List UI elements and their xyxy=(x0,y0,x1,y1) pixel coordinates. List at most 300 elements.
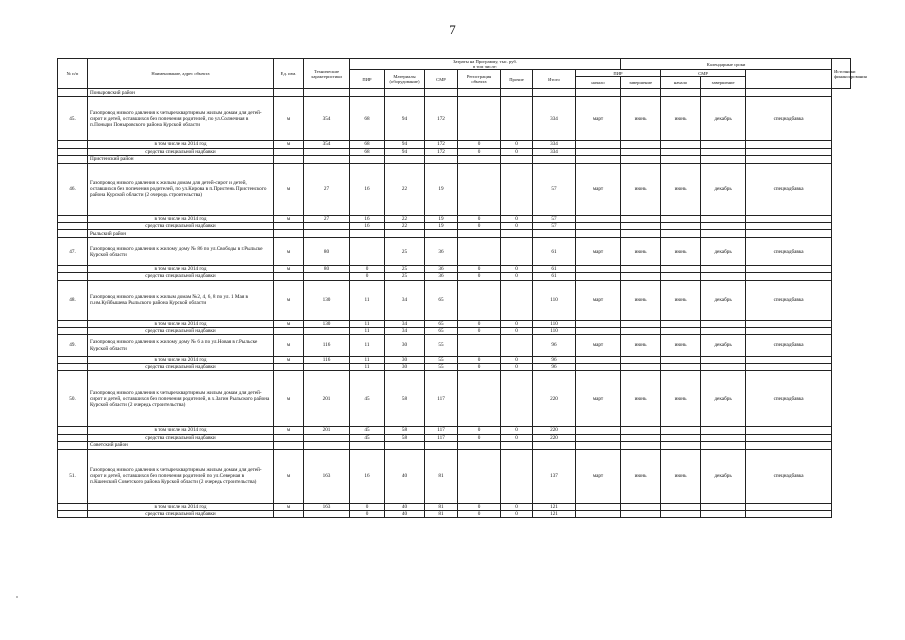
subtotal-empty-cell xyxy=(701,357,746,364)
unit-cell: м xyxy=(274,335,304,357)
subtotal-row xyxy=(58,320,851,327)
smr-start-cell: июнь xyxy=(661,280,701,320)
object-name: Газопровод низкого давления к четырехквартирным жилым домам для детей-сирот и детей, оставшихся без попечения родителей, по ул.Солнечная в п.Поныри Поныровского района Курской области xyxy=(88,97,274,141)
row-number: 45. xyxy=(58,97,88,141)
other-cell xyxy=(501,238,533,266)
subtotal-tech xyxy=(304,327,350,334)
subtotal-smr: 117 xyxy=(425,427,458,434)
subtotal-empty-cell xyxy=(576,141,621,148)
header-pir-start: начало xyxy=(576,77,621,89)
pir-start-cell: март xyxy=(576,280,621,320)
subtotal-other: 0 xyxy=(501,148,533,155)
region-empty-cell xyxy=(304,441,350,449)
subtotal-empty-cell xyxy=(621,141,661,148)
subtotal-num-cell xyxy=(58,511,88,518)
region-row xyxy=(58,89,851,97)
subtotal-other: 0 xyxy=(501,503,533,510)
subtotal-label: средства специальной надбавки xyxy=(88,327,274,334)
smr-end-cell: декабрь xyxy=(701,280,746,320)
total-cell: 96 xyxy=(533,335,576,357)
subtotal-tech: 80 xyxy=(304,266,350,273)
subtotal-num-cell xyxy=(58,141,88,148)
funding-cell: спецнадбавка xyxy=(746,280,832,320)
smr-start-cell: июнь xyxy=(661,449,701,503)
region-empty-cell xyxy=(701,441,746,449)
subtotal-registration: 0 xyxy=(458,215,501,222)
table-row xyxy=(58,449,851,503)
subtotal-empty-cell xyxy=(661,215,701,222)
subtotal-materials: 40 xyxy=(385,503,425,510)
pir-start-cell: март xyxy=(576,335,621,357)
funding-cell: спецнадбавка xyxy=(746,449,832,503)
subtotal-tech: 201 xyxy=(304,427,350,434)
subtotal-empty-cell xyxy=(661,266,701,273)
subtotal-label: в том числе на 2014 год xyxy=(88,215,274,222)
subtotal-materials: 22 xyxy=(385,215,425,222)
region-empty-cell xyxy=(501,230,533,238)
region-empty-cell xyxy=(501,441,533,449)
subtotal-empty-cell xyxy=(746,427,832,434)
pir-start-cell: март xyxy=(576,97,621,141)
subtotal-pir: 45 xyxy=(350,427,385,434)
subtotal-row xyxy=(58,215,851,222)
subtotal-unit: м xyxy=(274,427,304,434)
registration-cell xyxy=(458,97,501,141)
subtotal-unit xyxy=(274,223,304,230)
table-body xyxy=(58,89,851,518)
total-cell: 220 xyxy=(533,371,576,427)
row-number: 51. xyxy=(58,449,88,503)
subtotal-num-cell xyxy=(58,327,88,334)
region-empty-cell xyxy=(304,89,350,97)
region-empty-cell xyxy=(621,155,661,163)
region-empty-cell xyxy=(746,155,832,163)
subtotal-empty-cell xyxy=(621,266,661,273)
region-empty-cell xyxy=(425,89,458,97)
subtotal-pir: 0 xyxy=(350,503,385,510)
subtotal-empty-cell xyxy=(576,503,621,510)
smr-cell: 65 xyxy=(425,280,458,320)
subtotal-total: 334 xyxy=(533,148,576,155)
smr-cell: 172 xyxy=(425,97,458,141)
subtotal-label: в том числе на 2014 год xyxy=(88,427,274,434)
subtotal-tech: 130 xyxy=(304,320,350,327)
smr-start-cell: июнь xyxy=(661,238,701,266)
subtotal-unit xyxy=(274,364,304,371)
subtotal-other: 0 xyxy=(501,511,533,518)
subtotal-total: 57 xyxy=(533,215,576,222)
subtotal-empty-cell xyxy=(701,434,746,441)
subtotal-smr: 81 xyxy=(425,503,458,510)
registration-cell xyxy=(458,238,501,266)
region-empty-cell xyxy=(746,441,832,449)
pir-cell: 11 xyxy=(350,335,385,357)
subtotal-empty-cell xyxy=(621,273,661,280)
subtotal-smr: 36 xyxy=(425,266,458,273)
unit-cell: м xyxy=(274,163,304,215)
region-row xyxy=(58,441,851,449)
subtotal-empty-cell xyxy=(621,215,661,222)
subtotal-tech: 354 xyxy=(304,141,350,148)
subtotal-tech xyxy=(304,364,350,371)
table-row xyxy=(58,97,851,141)
header-pir: ПИР xyxy=(350,70,385,89)
smr-start-cell: июнь xyxy=(661,163,701,215)
subtotal-smr: 65 xyxy=(425,320,458,327)
row-number: 46. xyxy=(58,163,88,215)
subtotal-num-cell xyxy=(58,364,88,371)
header-registration: Регистрация объекта xyxy=(458,70,501,89)
header-pir-end: завершение xyxy=(621,77,661,89)
subtotal-unit: м xyxy=(274,266,304,273)
region-num-cell xyxy=(58,230,88,238)
subtotal-empty-cell xyxy=(701,503,746,510)
subtotal-label: средства специальной надбавки xyxy=(88,223,274,230)
smr-start-cell: июнь xyxy=(661,97,701,141)
region-empty-cell xyxy=(621,441,661,449)
subtotal-empty-cell xyxy=(701,266,746,273)
region-empty-cell xyxy=(746,89,832,97)
unit-cell: м xyxy=(274,238,304,266)
smr-cell: 19 xyxy=(425,163,458,215)
subtotal-empty-cell xyxy=(661,434,701,441)
subtotal-empty-cell xyxy=(746,141,832,148)
subtotal-smr: 19 xyxy=(425,223,458,230)
region-empty-cell xyxy=(458,441,501,449)
subtotal-unit xyxy=(274,273,304,280)
region-empty-cell xyxy=(425,441,458,449)
pir-start-cell: март xyxy=(576,238,621,266)
subtotal-num-cell xyxy=(58,223,88,230)
header-cal-pir: ПИР xyxy=(576,70,661,77)
materials-cell: 25 xyxy=(385,238,425,266)
subtotal-row xyxy=(58,364,851,371)
subtotal-empty-cell xyxy=(701,141,746,148)
tech-cell: 116 xyxy=(304,335,350,357)
subtotal-pir: 11 xyxy=(350,327,385,334)
subtotal-registration: 0 xyxy=(458,327,501,334)
pir-cell: 68 xyxy=(350,97,385,141)
region-empty-cell xyxy=(533,155,576,163)
table-row xyxy=(58,371,851,427)
subtotal-empty-cell xyxy=(746,434,832,441)
subtotal-materials: 25 xyxy=(385,266,425,273)
subtotal-materials: 94 xyxy=(385,141,425,148)
smr-start-cell: июнь xyxy=(661,335,701,357)
subtotal-registration: 0 xyxy=(458,141,501,148)
row-number: 47. xyxy=(58,238,88,266)
subtotal-empty-cell xyxy=(661,511,701,518)
region-empty-cell xyxy=(304,230,350,238)
subtotal-label: средства специальной надбавки xyxy=(88,364,274,371)
subtotal-label: в том числе на 2014 год xyxy=(88,357,274,364)
subtotal-other: 0 xyxy=(501,266,533,273)
subtotal-tech xyxy=(304,434,350,441)
region-empty-cell xyxy=(458,230,501,238)
subtotal-label: средства специальной надбавки xyxy=(88,148,274,155)
subtotal-empty-cell xyxy=(621,364,661,371)
subtotal-tech xyxy=(304,223,350,230)
subtotal-pir: 11 xyxy=(350,320,385,327)
subtotal-materials: 30 xyxy=(385,364,425,371)
subtotal-smr: 65 xyxy=(425,327,458,334)
subtotal-pir: 68 xyxy=(350,141,385,148)
subtotal-pir: 68 xyxy=(350,148,385,155)
header-funding: Источники финансирования xyxy=(832,59,851,89)
region-empty-cell xyxy=(274,441,304,449)
region-empty-cell xyxy=(576,441,621,449)
subtotal-empty-cell xyxy=(661,141,701,148)
subtotal-empty-cell xyxy=(661,320,701,327)
subtotal-other: 0 xyxy=(501,141,533,148)
subtotal-total: 61 xyxy=(533,273,576,280)
subtotal-row xyxy=(58,141,851,148)
registration-cell xyxy=(458,449,501,503)
subtotal-tech xyxy=(304,148,350,155)
smr-cell: 81 xyxy=(425,449,458,503)
total-cell: 110 xyxy=(533,280,576,320)
pir-start-cell: март xyxy=(576,163,621,215)
region-empty-cell xyxy=(350,89,385,97)
subtotal-registration: 0 xyxy=(458,503,501,510)
table-row xyxy=(58,280,851,320)
subtotal-num-cell xyxy=(58,427,88,434)
subtotal-pir: 0 xyxy=(350,511,385,518)
subtotal-tech xyxy=(304,273,350,280)
subtotal-empty-cell xyxy=(746,266,832,273)
program-table xyxy=(57,58,867,518)
subtotal-total: 110 xyxy=(533,320,576,327)
subtotal-unit: м xyxy=(274,215,304,222)
region-num-cell xyxy=(58,441,88,449)
header-tech: Технические характеристики xyxy=(304,59,350,89)
pir-end-cell: июнь xyxy=(621,280,661,320)
subtotal-num-cell xyxy=(58,503,88,510)
subtotal-registration: 0 xyxy=(458,266,501,273)
subtotal-smr: 117 xyxy=(425,434,458,441)
subtotal-other: 0 xyxy=(501,427,533,434)
subtotal-empty-cell xyxy=(576,357,621,364)
table-header xyxy=(58,59,867,89)
subtotal-smr: 55 xyxy=(425,357,458,364)
subtotal-row xyxy=(58,357,851,364)
pir-cell: 45 xyxy=(350,371,385,427)
subtotal-num-cell xyxy=(58,273,88,280)
subtotal-empty-cell xyxy=(746,215,832,222)
object-name: Газопровод низкого давления к четырехквартирным жилым домам для детей-сирот и детей, оставшихся без попечения родителей по ул.Северная в п.Кшенский Советского района Курской области (2 очередь строительства) xyxy=(88,449,274,503)
region-empty-cell xyxy=(425,155,458,163)
header-smr-start: начало xyxy=(661,77,701,89)
region-empty-cell xyxy=(661,441,701,449)
other-cell xyxy=(501,163,533,215)
region-title: Пристенский район xyxy=(88,155,274,163)
subtotal-pir: 0 xyxy=(350,273,385,280)
subtotal-tech: 116 xyxy=(304,357,350,364)
subtotal-empty-cell xyxy=(621,327,661,334)
region-empty-cell xyxy=(458,155,501,163)
total-cell: 334 xyxy=(533,97,576,141)
subtotal-unit: м xyxy=(274,320,304,327)
subtotal-total: 121 xyxy=(533,503,576,510)
subtotal-other: 0 xyxy=(501,357,533,364)
subtotal-empty-cell xyxy=(746,511,832,518)
unit-cell: м xyxy=(274,97,304,141)
region-empty-cell xyxy=(425,230,458,238)
subtotal-total: 334 xyxy=(533,141,576,148)
registration-cell xyxy=(458,163,501,215)
other-cell xyxy=(501,280,533,320)
header-smr-end: завершение xyxy=(701,77,746,89)
subtotal-empty-cell xyxy=(746,320,832,327)
subtotal-row xyxy=(58,327,851,334)
subtotal-materials: 94 xyxy=(385,148,425,155)
subtotal-empty-cell xyxy=(621,434,661,441)
subtotal-empty-cell xyxy=(746,148,832,155)
subtotal-empty-cell xyxy=(661,503,701,510)
subtotal-empty-cell xyxy=(661,364,701,371)
region-empty-cell xyxy=(621,230,661,238)
subtotal-label: в том числе на 2014 год xyxy=(88,266,274,273)
total-cell: 61 xyxy=(533,238,576,266)
subtotal-empty-cell xyxy=(746,273,832,280)
subtotal-total: 110 xyxy=(533,327,576,334)
region-empty-cell xyxy=(274,89,304,97)
pir-end-cell: июнь xyxy=(621,335,661,357)
subtotal-num-cell xyxy=(58,434,88,441)
materials-cell: 58 xyxy=(385,371,425,427)
scan-speck xyxy=(16,596,18,598)
subtotal-materials: 40 xyxy=(385,511,425,518)
subtotal-pir: 0 xyxy=(350,266,385,273)
subtotal-unit: м xyxy=(274,141,304,148)
subtotal-tech xyxy=(304,511,350,518)
pir-start-cell: март xyxy=(576,371,621,427)
subtotal-empty-cell xyxy=(576,327,621,334)
subtotal-other: 0 xyxy=(501,223,533,230)
subtotal-empty-cell xyxy=(576,511,621,518)
subtotal-materials: 34 xyxy=(385,320,425,327)
materials-cell: 22 xyxy=(385,163,425,215)
materials-cell: 34 xyxy=(385,280,425,320)
region-empty-cell xyxy=(621,89,661,97)
region-empty-cell xyxy=(304,155,350,163)
registration-cell xyxy=(458,280,501,320)
region-empty-cell xyxy=(274,230,304,238)
header-materials: Материалы (оборудование) xyxy=(385,70,425,89)
object-name: Газопровод низкого давления к жилому дому № 6 а по ул.Новая в г.Рыльске Курской области xyxy=(88,335,274,357)
region-empty-cell xyxy=(576,89,621,97)
other-cell xyxy=(501,335,533,357)
subtotal-other: 0 xyxy=(501,320,533,327)
region-num-cell xyxy=(58,155,88,163)
subtotal-total: 220 xyxy=(533,434,576,441)
funding-cell: спецнадбавка xyxy=(746,371,832,427)
header-total: Итого xyxy=(533,70,576,89)
registration-cell xyxy=(458,335,501,357)
subtotal-materials: 30 xyxy=(385,357,425,364)
subtotal-unit xyxy=(274,327,304,334)
smr-end-cell: декабрь xyxy=(701,163,746,215)
smr-cell: 55 xyxy=(425,335,458,357)
subtotal-tech: 27 xyxy=(304,215,350,222)
smr-start-cell: июнь xyxy=(661,371,701,427)
subtotal-row xyxy=(58,223,851,230)
pir-end-cell: июнь xyxy=(621,97,661,141)
subtotal-empty-cell xyxy=(621,320,661,327)
subtotal-num-cell xyxy=(58,266,88,273)
region-empty-cell xyxy=(533,230,576,238)
subtotal-total: 57 xyxy=(533,223,576,230)
subtotal-pir: 11 xyxy=(350,364,385,371)
pir-start-cell: март xyxy=(576,449,621,503)
region-title: Рыльский район xyxy=(88,230,274,238)
subtotal-empty-cell xyxy=(701,223,746,230)
subtotal-total: 121 xyxy=(533,511,576,518)
total-cell: 57 xyxy=(533,163,576,215)
smr-end-cell: декабрь xyxy=(701,238,746,266)
subtotal-empty-cell xyxy=(576,427,621,434)
region-empty-cell xyxy=(661,89,701,97)
subtotal-empty-cell xyxy=(576,320,621,327)
pir-end-cell: июнь xyxy=(621,371,661,427)
subtotal-empty-cell xyxy=(661,327,701,334)
subtotal-materials: 58 xyxy=(385,434,425,441)
subtotal-row xyxy=(58,511,851,518)
region-empty-cell xyxy=(533,89,576,97)
subtotal-num-cell xyxy=(58,357,88,364)
subtotal-num-cell xyxy=(58,148,88,155)
materials-cell: 30 xyxy=(385,335,425,357)
subtotal-other: 0 xyxy=(501,327,533,334)
subtotal-empty-cell xyxy=(746,223,832,230)
subtotal-empty-cell xyxy=(701,427,746,434)
subtotal-total: 61 xyxy=(533,266,576,273)
unit-cell: м xyxy=(274,371,304,427)
subtotal-label: средства специальной надбавки xyxy=(88,434,274,441)
subtotal-empty-cell xyxy=(621,427,661,434)
subtotal-row xyxy=(58,427,851,434)
region-empty-cell xyxy=(501,155,533,163)
subtotal-label: средства специальной надбавки xyxy=(88,273,274,280)
subtotal-registration: 0 xyxy=(458,357,501,364)
subtotal-smr: 36 xyxy=(425,273,458,280)
subtotal-total: 220 xyxy=(533,427,576,434)
region-empty-cell xyxy=(274,155,304,163)
header-smr: СМР xyxy=(425,70,458,89)
subtotal-empty-cell xyxy=(661,273,701,280)
header-cost-group xyxy=(350,59,621,70)
subtotal-unit xyxy=(274,148,304,155)
tech-cell: 27 xyxy=(304,163,350,215)
header-name: Наименование, адрес объекта xyxy=(88,59,274,89)
region-empty-cell xyxy=(350,441,385,449)
subtotal-total: 96 xyxy=(533,357,576,364)
subtotal-empty-cell xyxy=(701,273,746,280)
header-cost-group-label: Затраты на Программу, тыс. руб. xyxy=(453,59,517,64)
tech-cell: 163 xyxy=(304,449,350,503)
object-name: Газопровод низкого давления к четырехквартирным жилым домам для детей-сирот и детей, оставшихся без попечения родителей, в х.Загин Рыльского района Курской области (2 очередь строительства) xyxy=(88,371,274,427)
subtotal-empty-cell xyxy=(621,357,661,364)
smr-end-cell: декабрь xyxy=(701,449,746,503)
subtotal-empty-cell xyxy=(576,148,621,155)
subtotal-total: 96 xyxy=(533,364,576,371)
subtotal-pir: 45 xyxy=(350,434,385,441)
funding-cell: спецнадбавка xyxy=(746,335,832,357)
other-cell xyxy=(501,371,533,427)
materials-cell: 94 xyxy=(385,97,425,141)
pir-end-cell: июнь xyxy=(621,238,661,266)
materials-cell: 40 xyxy=(385,449,425,503)
